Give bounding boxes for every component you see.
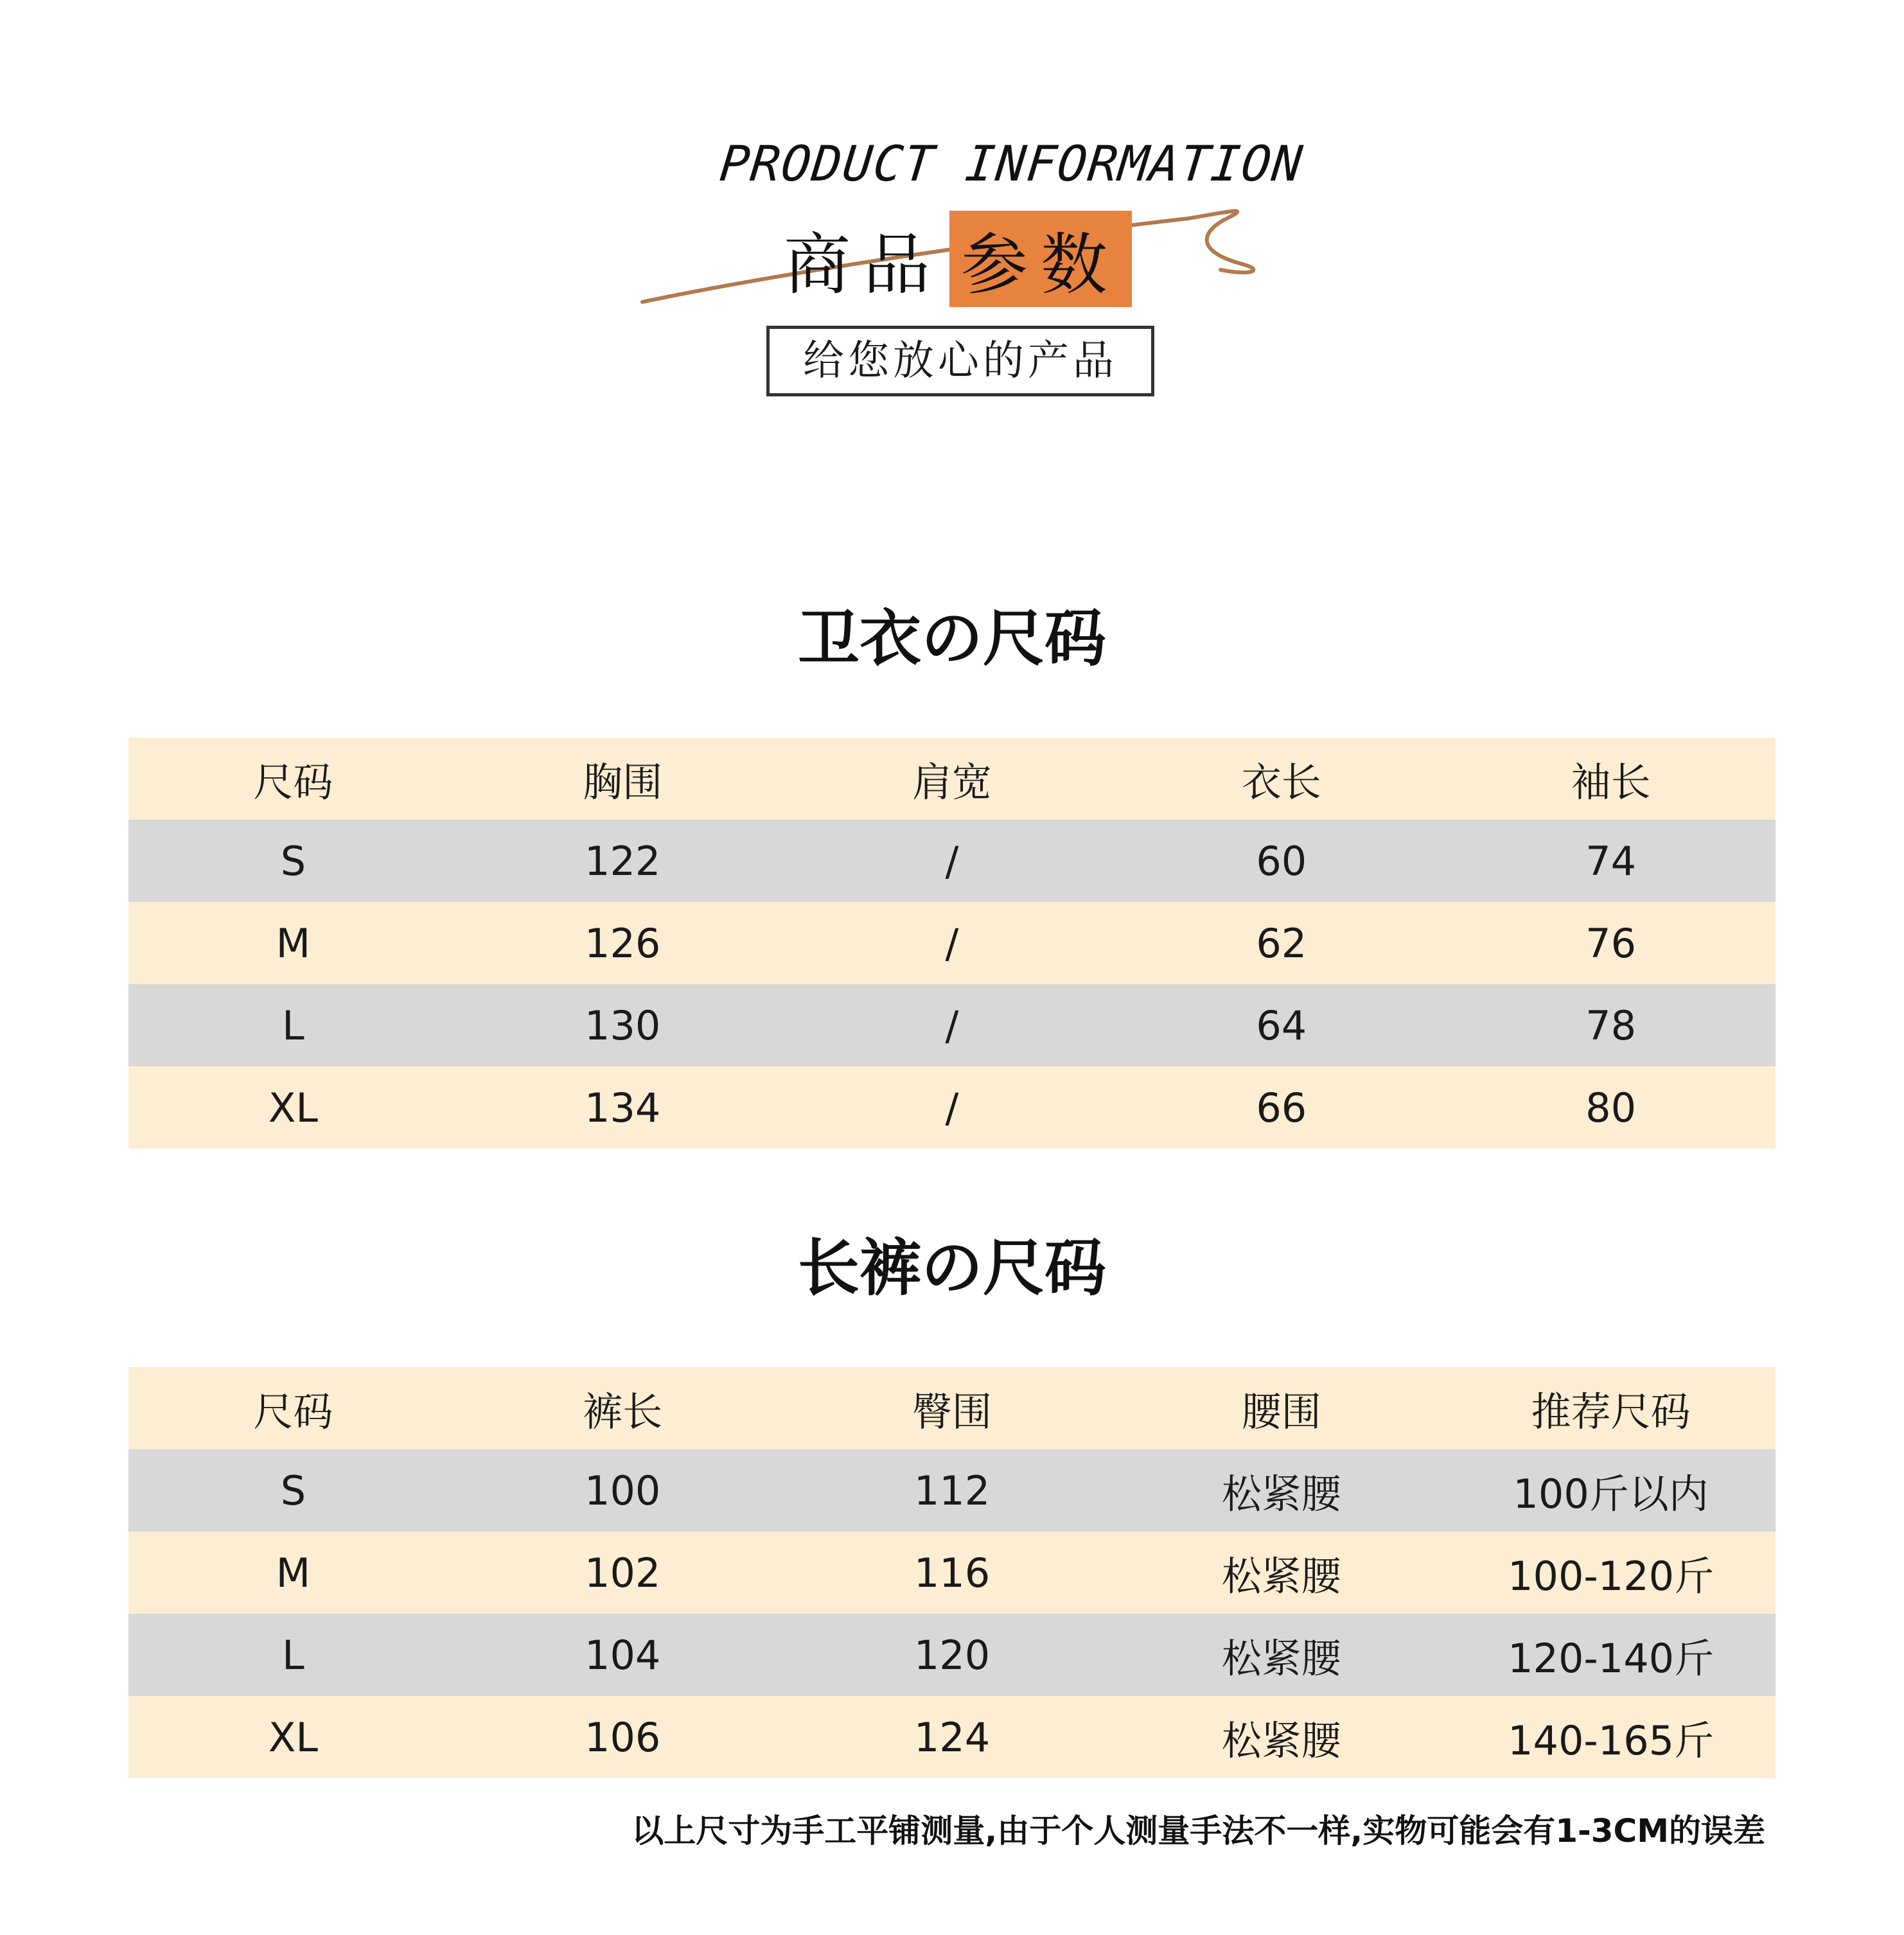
table-cell: 66 bbox=[1116, 1066, 1446, 1149]
table-cell: 124 bbox=[788, 1696, 1117, 1778]
table-cell: / bbox=[788, 984, 1117, 1066]
table-header-row bbox=[128, 738, 1776, 820]
table-cell: 64 bbox=[1116, 984, 1446, 1066]
table-header-row bbox=[128, 1367, 1776, 1449]
table-cell: 126 bbox=[458, 902, 788, 984]
tagline-box: 给您放心的产品 bbox=[766, 326, 1154, 396]
table-cell: 松紧腰 bbox=[1116, 1532, 1446, 1614]
table-cell: 60 bbox=[1116, 820, 1446, 902]
table-cell: 130 bbox=[458, 984, 788, 1066]
header-cell: 尺码 bbox=[128, 1367, 458, 1449]
table-cell: M bbox=[128, 902, 458, 984]
table-row bbox=[128, 1614, 1776, 1696]
table-cell: 74 bbox=[1446, 820, 1776, 902]
table-row bbox=[128, 1532, 1776, 1614]
table-cell: 松紧腰 bbox=[1116, 1696, 1446, 1778]
table-cell: 松紧腰 bbox=[1116, 1614, 1446, 1696]
table-row bbox=[128, 820, 1776, 902]
title-highlight: 参数 bbox=[949, 211, 1132, 307]
product-information-heading: PRODUCT INFORMATION bbox=[717, 135, 1307, 192]
table-cell: XL bbox=[128, 1066, 458, 1149]
table-row bbox=[128, 984, 1776, 1066]
table-cell: S bbox=[128, 820, 458, 902]
pants-size-table bbox=[128, 1367, 1776, 1778]
header-cell: 衣长 bbox=[1116, 738, 1446, 820]
table-cell: M bbox=[128, 1532, 458, 1614]
header-cell: 袖长 bbox=[1446, 738, 1776, 820]
hoodie-size-title: 卫衣の尺码 bbox=[798, 603, 1106, 675]
table-cell: 80 bbox=[1446, 1066, 1776, 1149]
header-cell: 腰围 bbox=[1116, 1367, 1446, 1449]
table-cell: 112 bbox=[788, 1449, 1117, 1532]
table-row bbox=[128, 902, 1776, 984]
header-cell: 肩宽 bbox=[788, 738, 1117, 820]
table-cell: 102 bbox=[458, 1532, 788, 1614]
table-row bbox=[128, 1066, 1776, 1149]
measurement-footnote: 以上尺寸为手工平铺测量,由于个人测量手法不一样,实物可能会有1-3CM的误差 bbox=[631, 1812, 1765, 1850]
table-cell: 104 bbox=[458, 1614, 788, 1696]
table-cell: 122 bbox=[458, 820, 788, 902]
pants-size-title: 长裤の尺码 bbox=[798, 1232, 1106, 1304]
table-cell: 120-140斤 bbox=[1446, 1614, 1776, 1696]
table-cell: 100-120斤 bbox=[1446, 1532, 1776, 1614]
table-cell: XL bbox=[128, 1696, 458, 1778]
table-cell: 松紧腰 bbox=[1116, 1449, 1446, 1532]
header-cell: 推荐尺码 bbox=[1446, 1367, 1776, 1449]
product-info-banner bbox=[0, 0, 1904, 450]
header-cell: 臀围 bbox=[788, 1367, 1117, 1449]
table-cell: L bbox=[128, 984, 458, 1066]
table-cell: 100 bbox=[458, 1449, 788, 1532]
table-cell: 134 bbox=[458, 1066, 788, 1149]
table-cell: 120 bbox=[788, 1614, 1117, 1696]
table-cell: / bbox=[788, 820, 1117, 902]
table-cell: / bbox=[788, 902, 1117, 984]
table-cell: 100斤以内 bbox=[1446, 1449, 1776, 1532]
header-cell: 尺码 bbox=[128, 738, 458, 820]
table-cell: 76 bbox=[1446, 902, 1776, 984]
table-row bbox=[128, 1449, 1776, 1532]
title-plain: 商品 bbox=[784, 225, 944, 304]
table-row bbox=[128, 1696, 1776, 1778]
header-cell: 胸围 bbox=[458, 738, 788, 820]
table-cell: S bbox=[128, 1449, 458, 1532]
table-cell: 140-165斤 bbox=[1446, 1696, 1776, 1778]
hoodie-size-table bbox=[128, 738, 1776, 1149]
table-cell: L bbox=[128, 1614, 458, 1696]
table-cell: 116 bbox=[788, 1532, 1117, 1614]
table-cell: 78 bbox=[1446, 984, 1776, 1066]
product-params-title bbox=[784, 211, 1132, 304]
table-cell: 62 bbox=[1116, 902, 1446, 984]
header-cell: 裤长 bbox=[458, 1367, 788, 1449]
table-cell: / bbox=[788, 1066, 1117, 1149]
table-cell: 106 bbox=[458, 1696, 788, 1778]
